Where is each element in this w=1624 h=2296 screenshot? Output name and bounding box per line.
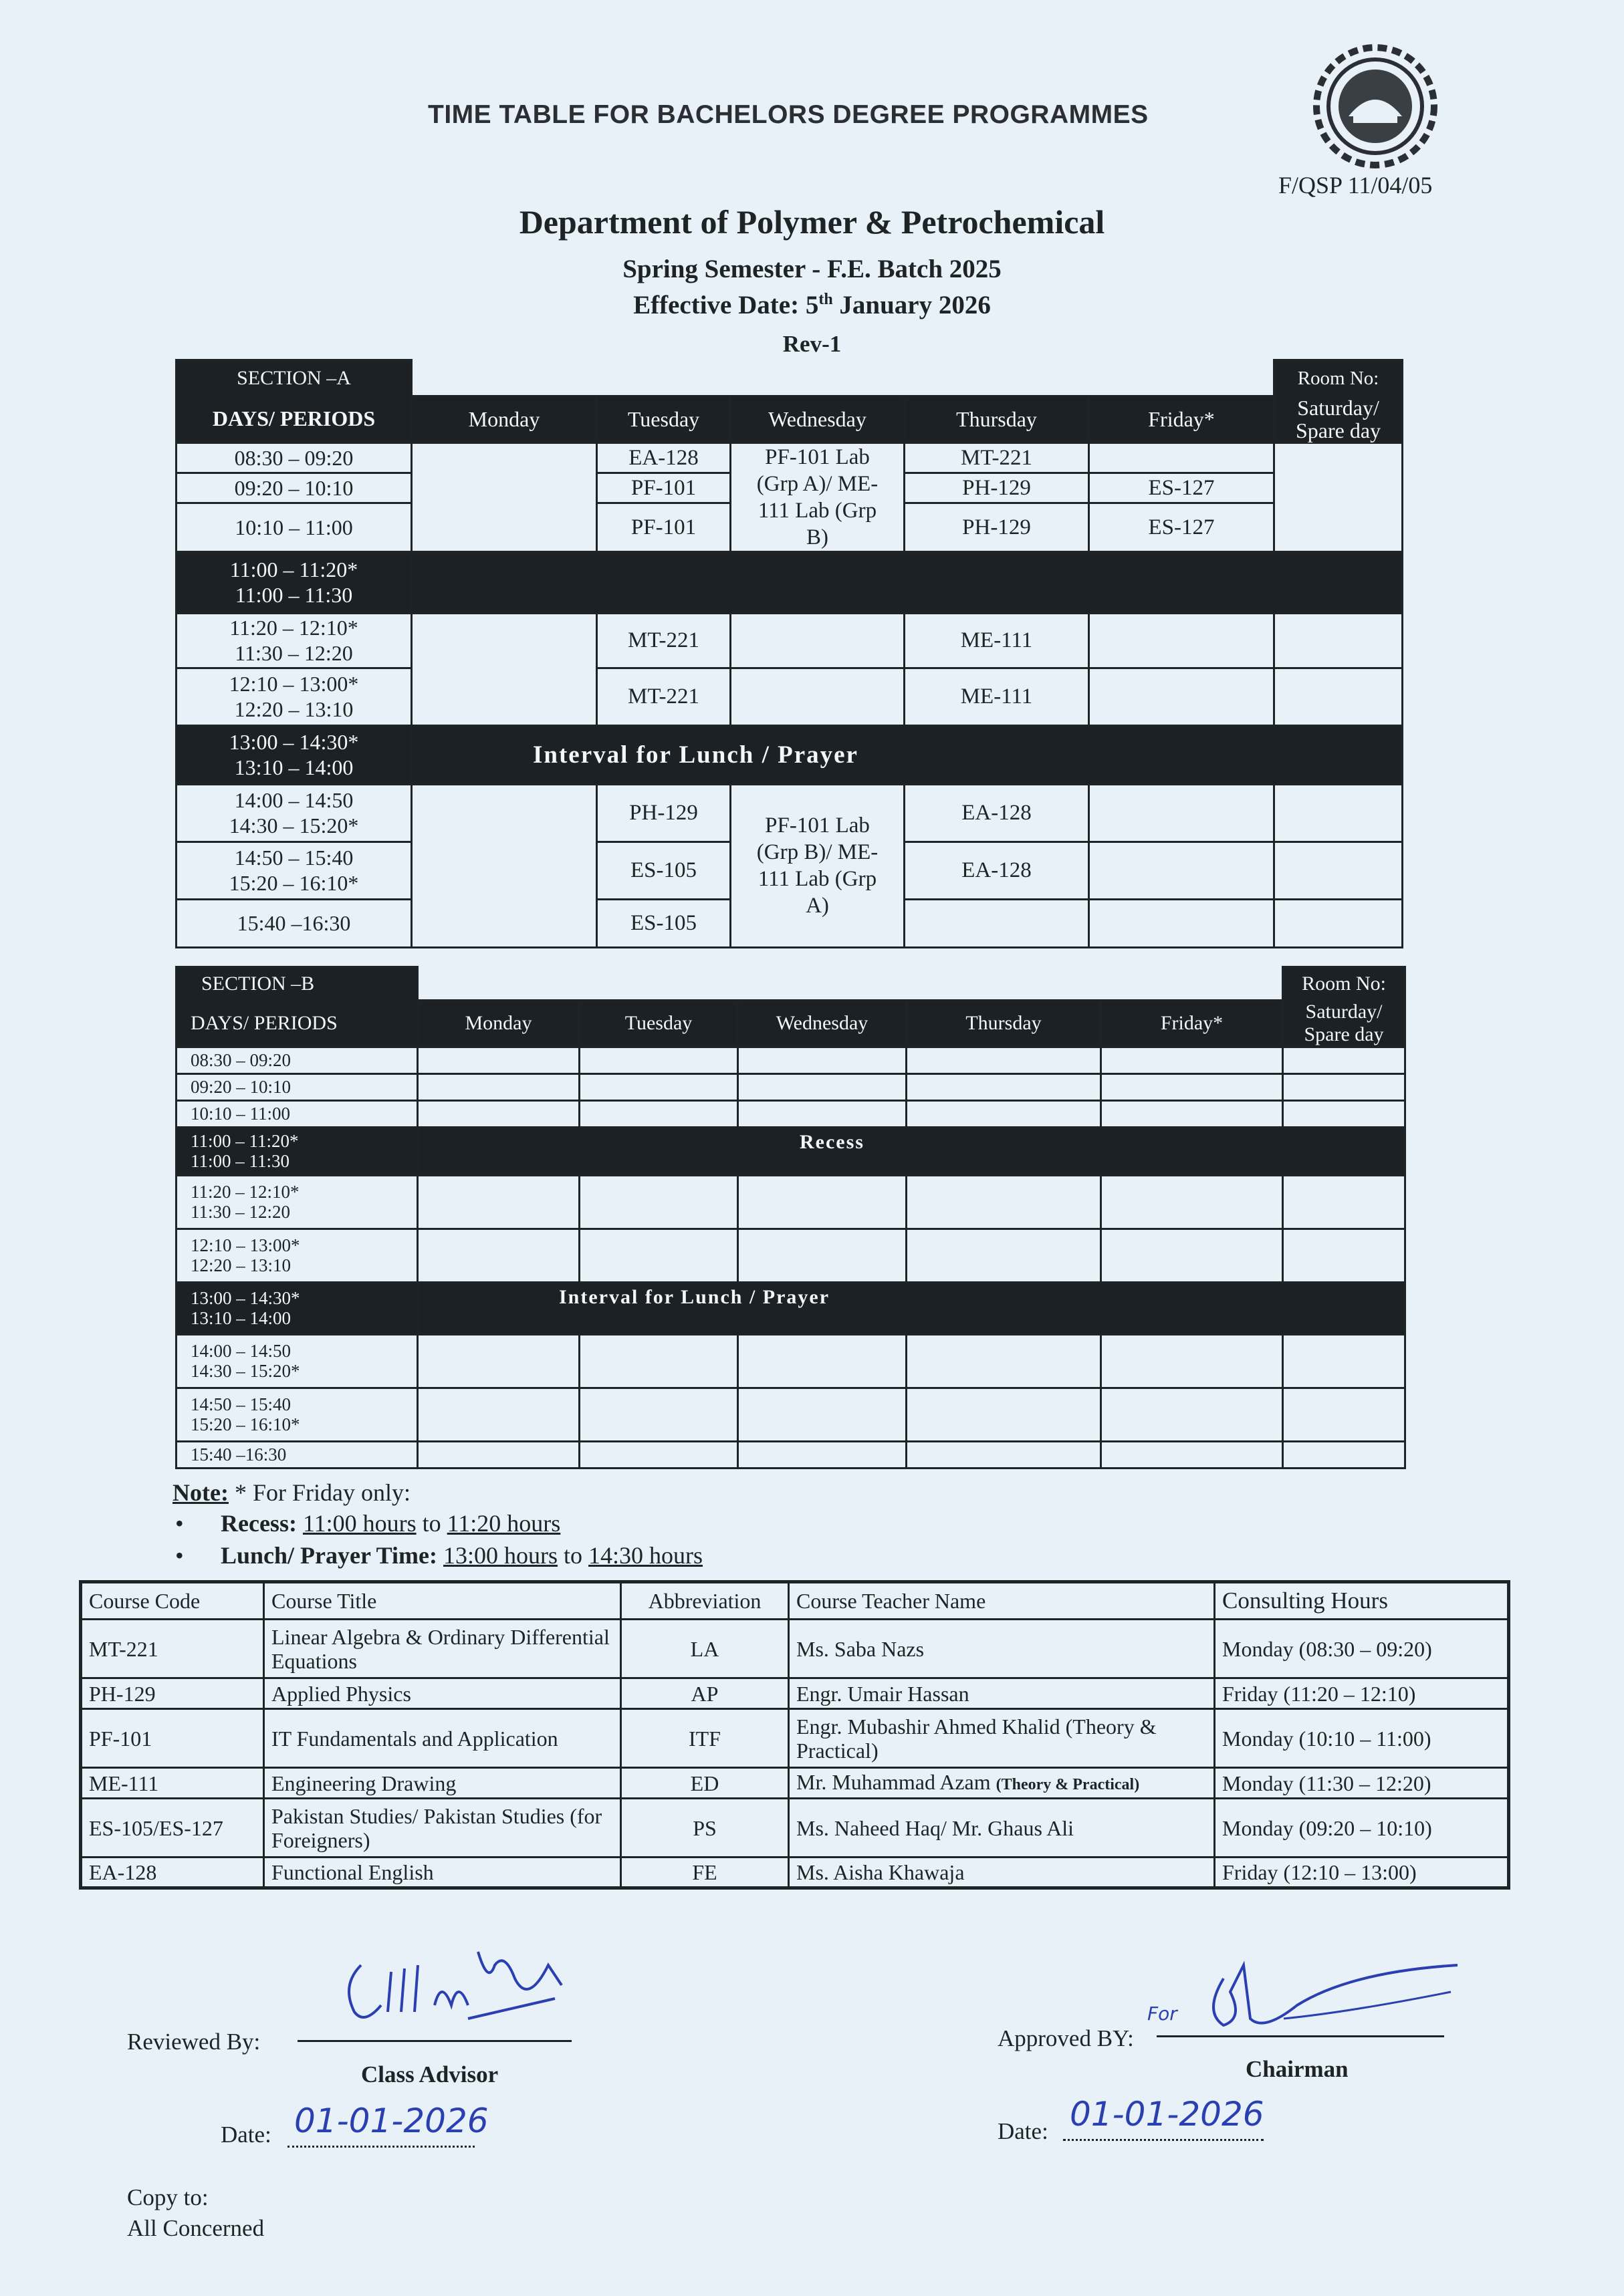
teacher-name: Engr. Mubashir Ahmed Khalid (Theory & Practical) — [789, 1709, 1215, 1768]
time-slot: 15:20 – 16:10* — [229, 871, 359, 895]
section-b-label: SECTION –B — [177, 967, 418, 1001]
time-slot: 11:00 – 11:30 — [235, 583, 353, 607]
teacher-name — [789, 1768, 1215, 1799]
course-title: IT Fundamentals and Application — [264, 1709, 621, 1768]
time-slot: 14:50 – 15:40 — [191, 1394, 292, 1414]
time-slot: 11:00 – 11:30 — [191, 1151, 289, 1171]
time-slot: 09:20 – 10:10 — [177, 1073, 418, 1100]
chairman-signature — [1150, 1952, 1471, 2039]
time-slot: 12:20 – 13:10 — [234, 697, 354, 721]
reviewed-signature-line — [298, 2040, 572, 2042]
approved-date: 01-01-2026 — [1070, 2095, 1264, 2134]
teacher-name-text: Mr. Muhammad Azam — [796, 1769, 991, 1794]
form-number: F/QSP 11/04/05 — [1278, 172, 1433, 199]
class-advisor-signature — [334, 1938, 575, 2039]
revision: Rev-1 — [782, 331, 842, 357]
consulting-hours: Monday (08:30 – 09:20) — [1215, 1620, 1509, 1678]
time-slot: 13:00 – 14:30* — [229, 730, 359, 754]
note-text: * For Friday only: — [228, 1479, 411, 1506]
copy-to-label: Copy to: — [127, 2184, 209, 2210]
time-slot — [177, 613, 412, 668]
thursday-header: Thursday — [905, 396, 1089, 443]
table-row — [81, 1799, 1509, 1858]
time-slot: 14:50 – 15:40 — [234, 846, 354, 870]
class-cell: MT-221 — [597, 613, 731, 668]
time-slot: 10:10 – 11:00 — [177, 503, 412, 551]
abbreviation: LA — [621, 1620, 789, 1678]
recess-time — [177, 1127, 418, 1175]
approved-by-label: Approved BY: — [998, 2025, 1134, 2051]
wednesday-header: Wednesday — [738, 1001, 907, 1047]
time-slot — [177, 1388, 418, 1441]
time-slot — [177, 1175, 418, 1229]
recess-to: 11:20 hours — [447, 1510, 561, 1537]
course-title: Engineering Drawing — [264, 1768, 621, 1799]
teacher-header: Course Teacher Name — [789, 1582, 1215, 1620]
consulting-hours-header: Consulting Hours — [1215, 1582, 1509, 1620]
friday-header: Friday* — [1089, 396, 1274, 443]
teacher-name: Ms. Aisha Khawaja — [789, 1858, 1215, 1888]
tuesday-header: Tuesday — [597, 396, 731, 443]
recess-to-word: to — [416, 1510, 447, 1537]
class-advisor-title: Class Advisor — [361, 2061, 499, 2087]
recess-time — [177, 551, 412, 613]
time-slot — [177, 668, 412, 725]
abbreviation-header: Abbreviation — [621, 1582, 789, 1620]
course-code: ME-111 — [81, 1768, 264, 1799]
class-cell: PH-129 — [905, 503, 1089, 551]
consulting-hours: Friday (12:10 – 13:00) — [1215, 1858, 1509, 1888]
course-title: Applied Physics — [264, 1678, 621, 1709]
lunch-from: 13:00 hours — [443, 1542, 558, 1569]
abbreviation: PS — [621, 1799, 789, 1858]
teacher-note: (Theory & Practical) — [996, 1775, 1140, 1793]
course-title-header: Course Title — [264, 1582, 621, 1620]
time-slot: 15:40 –16:30 — [177, 899, 412, 947]
class-cell: MT-221 — [597, 668, 731, 725]
class-cell: EA-128 — [905, 784, 1089, 842]
time-slot — [177, 784, 412, 842]
time-slot: 15:20 – 16:10* — [191, 1414, 300, 1434]
class-cell: ES-127 — [1089, 473, 1274, 503]
time-slot — [177, 1334, 418, 1388]
time-slot: 12:10 – 13:00* — [229, 672, 359, 696]
lunch-band: Interval for Lunch / Prayer — [418, 1282, 1405, 1334]
class-cell: PF-101 — [597, 503, 731, 551]
consulting-hours: Monday (09:20 – 10:10) — [1215, 1799, 1509, 1858]
department-name: Department of Polymer & Petrochemical — [519, 203, 1105, 241]
time-slot — [177, 1229, 418, 1282]
time-slot: 08:30 – 09:20 — [177, 442, 412, 473]
recess-from: 11:00 hours — [302, 1510, 417, 1537]
time-slot: 11:20 – 12:10* — [191, 1182, 300, 1202]
class-cell: PH-129 — [597, 784, 731, 842]
class-cell: ES-105 — [597, 899, 731, 947]
class-cell: EA-128 — [905, 842, 1089, 899]
monday-header: Monday — [418, 1001, 580, 1047]
teacher-name: Engr. Umair Hassan — [789, 1678, 1215, 1709]
abbreviation: FE — [621, 1858, 789, 1888]
course-code: PH-129 — [81, 1678, 264, 1709]
time-slot: 14:30 – 15:20* — [191, 1361, 300, 1381]
lunch-time — [177, 725, 412, 784]
time-slot: 10:10 – 11:00 — [177, 1100, 418, 1127]
time-slot: 09:20 – 10:10 — [177, 473, 412, 503]
time-slot: 08:30 – 09:20 — [177, 1047, 418, 1073]
note-label: Note: — [172, 1479, 229, 1506]
time-slot: 14:00 – 14:50 — [191, 1341, 292, 1361]
time-slot: 13:00 – 14:30* — [191, 1288, 300, 1308]
university-seal-icon — [1312, 43, 1439, 170]
note-lunch: • Lunch/ Prayer Time: 13:00 hours to 14:30 hours — [175, 1542, 703, 1569]
semester-info: Spring Semester - F.E. Batch 2025 — [622, 255, 1002, 283]
tuesday-header: Tuesday — [580, 1001, 738, 1047]
time-slot: 12:20 – 13:10 — [191, 1255, 292, 1275]
lunch-time — [177, 1282, 418, 1334]
recess-band: Recess — [418, 1127, 1405, 1175]
class-cell: ES-127 — [1089, 503, 1274, 551]
consulting-hours: Friday (11:20 – 12:10) — [1215, 1678, 1509, 1709]
course-table — [79, 1580, 1510, 1890]
note-recess: • Recess: 11:00 hours to 11:20 hours — [175, 1510, 561, 1537]
reviewed-by-label: Reviewed By: — [127, 2029, 261, 2055]
course-title: Linear Algebra & Ordinary Differential Equations — [264, 1620, 621, 1678]
reviewed-date: 01-01-2026 — [294, 2101, 489, 2140]
section-a-label: SECTION –A — [177, 360, 412, 396]
days-periods-header: DAYS/ PERIODS — [177, 396, 412, 443]
note — [172, 1479, 411, 1507]
table-row — [81, 1858, 1509, 1888]
abbreviation: ED — [621, 1768, 789, 1799]
time-slot: 13:10 – 14:00 — [234, 755, 354, 779]
class-cell: ME-111 — [905, 668, 1089, 725]
thursday-header: Thursday — [907, 1001, 1101, 1047]
document-title: TIME TABLE FOR BACHELORS DEGREE PROGRAMMES — [428, 100, 1149, 129]
course-code: MT-221 — [81, 1620, 264, 1678]
friday-header: Friday* — [1101, 1001, 1283, 1047]
abbreviation: AP — [621, 1678, 789, 1709]
effective-date: Effective Date: 5th January 2026 — [633, 291, 991, 320]
recess-label: Recess: — [221, 1510, 297, 1537]
class-cell: MT-221 — [905, 442, 1089, 473]
time-slot — [177, 842, 412, 899]
time-slot: 12:10 – 13:00* — [191, 1235, 300, 1255]
room-no-label: Room No: — [1283, 967, 1405, 1001]
lunch-to-word: to — [558, 1542, 589, 1569]
course-title: Functional English — [264, 1858, 621, 1888]
table-row — [81, 1709, 1509, 1768]
time-slot: 14:30 – 15:20* — [229, 813, 359, 838]
course-code: EA-128 — [81, 1858, 264, 1888]
course-code: PF-101 — [81, 1709, 264, 1768]
time-slot: 14:00 – 14:50 — [234, 788, 354, 812]
class-cell: PF-101 — [597, 473, 731, 503]
time-slot: 13:10 – 14:00 — [191, 1308, 292, 1328]
reviewed-date-label: Date: — [221, 2122, 271, 2148]
teacher-name: Ms. Naheed Haq/ Mr. Ghaus Ali — [789, 1799, 1215, 1858]
course-code: ES-105/ES-127 — [81, 1799, 264, 1858]
course-title: Pakistan Studies/ Pakistan Studies (for Foreigners) — [264, 1799, 621, 1858]
teacher-name: Ms. Saba Nazs — [789, 1620, 1215, 1678]
wednesday-header: Wednesday — [731, 396, 905, 443]
lunch-to: 14:30 hours — [588, 1542, 703, 1569]
course-code-header: Course Code — [81, 1582, 264, 1620]
time-slot: 11:00 – 11:20* — [229, 557, 358, 582]
monday-header: Monday — [412, 396, 597, 443]
consulting-hours: Monday (10:10 – 11:00) — [1215, 1709, 1509, 1768]
class-cell: ES-105 — [597, 842, 731, 899]
class-cell: PH-129 — [905, 473, 1089, 503]
time-slot: 11:00 – 11:20* — [191, 1131, 299, 1151]
section-a-timetable — [175, 359, 1403, 948]
saturday-header: Saturday/ Spare day — [1274, 396, 1403, 443]
lunch-label: Lunch/ Prayer Time: — [221, 1542, 437, 1569]
table-row — [81, 1678, 1509, 1709]
time-slot: 11:30 – 12:20 — [235, 641, 353, 665]
saturday-header: Saturday/ Spare day — [1283, 1001, 1405, 1047]
lab-cell: PF-101 Lab (Grp B)/ ME-111 Lab (Grp A) — [731, 784, 905, 947]
class-cell: EA-128 — [597, 442, 731, 473]
approved-note: For — [1147, 2003, 1177, 2025]
lab-cell: PF-101 Lab (Grp A)/ ME-111 Lab (Grp B) — [731, 442, 905, 551]
time-slot: 11:30 – 12:20 — [191, 1202, 291, 1222]
section-b-timetable — [175, 966, 1406, 1469]
table-row — [81, 1620, 1509, 1678]
time-slot: 11:20 – 12:10* — [229, 616, 358, 640]
room-no-label: Room No: — [1274, 360, 1403, 396]
table-row — [81, 1768, 1509, 1799]
days-periods-header: DAYS/ PERIODS — [177, 1001, 418, 1047]
all-concerned: All Concerned — [127, 2215, 265, 2241]
abbreviation: ITF — [621, 1709, 789, 1768]
chairman-title: Chairman — [1246, 2056, 1349, 2082]
reviewed-date-line — [287, 2146, 475, 2148]
approved-date-line — [1063, 2139, 1264, 2141]
class-cell: ME-111 — [905, 613, 1089, 668]
time-slot: 15:40 –16:30 — [177, 1441, 418, 1468]
approved-date-label: Date: — [998, 2118, 1048, 2144]
lunch-band: Interval for Lunch / Prayer — [412, 725, 1403, 784]
consulting-hours: Monday (11:30 – 12:20) — [1215, 1768, 1509, 1799]
